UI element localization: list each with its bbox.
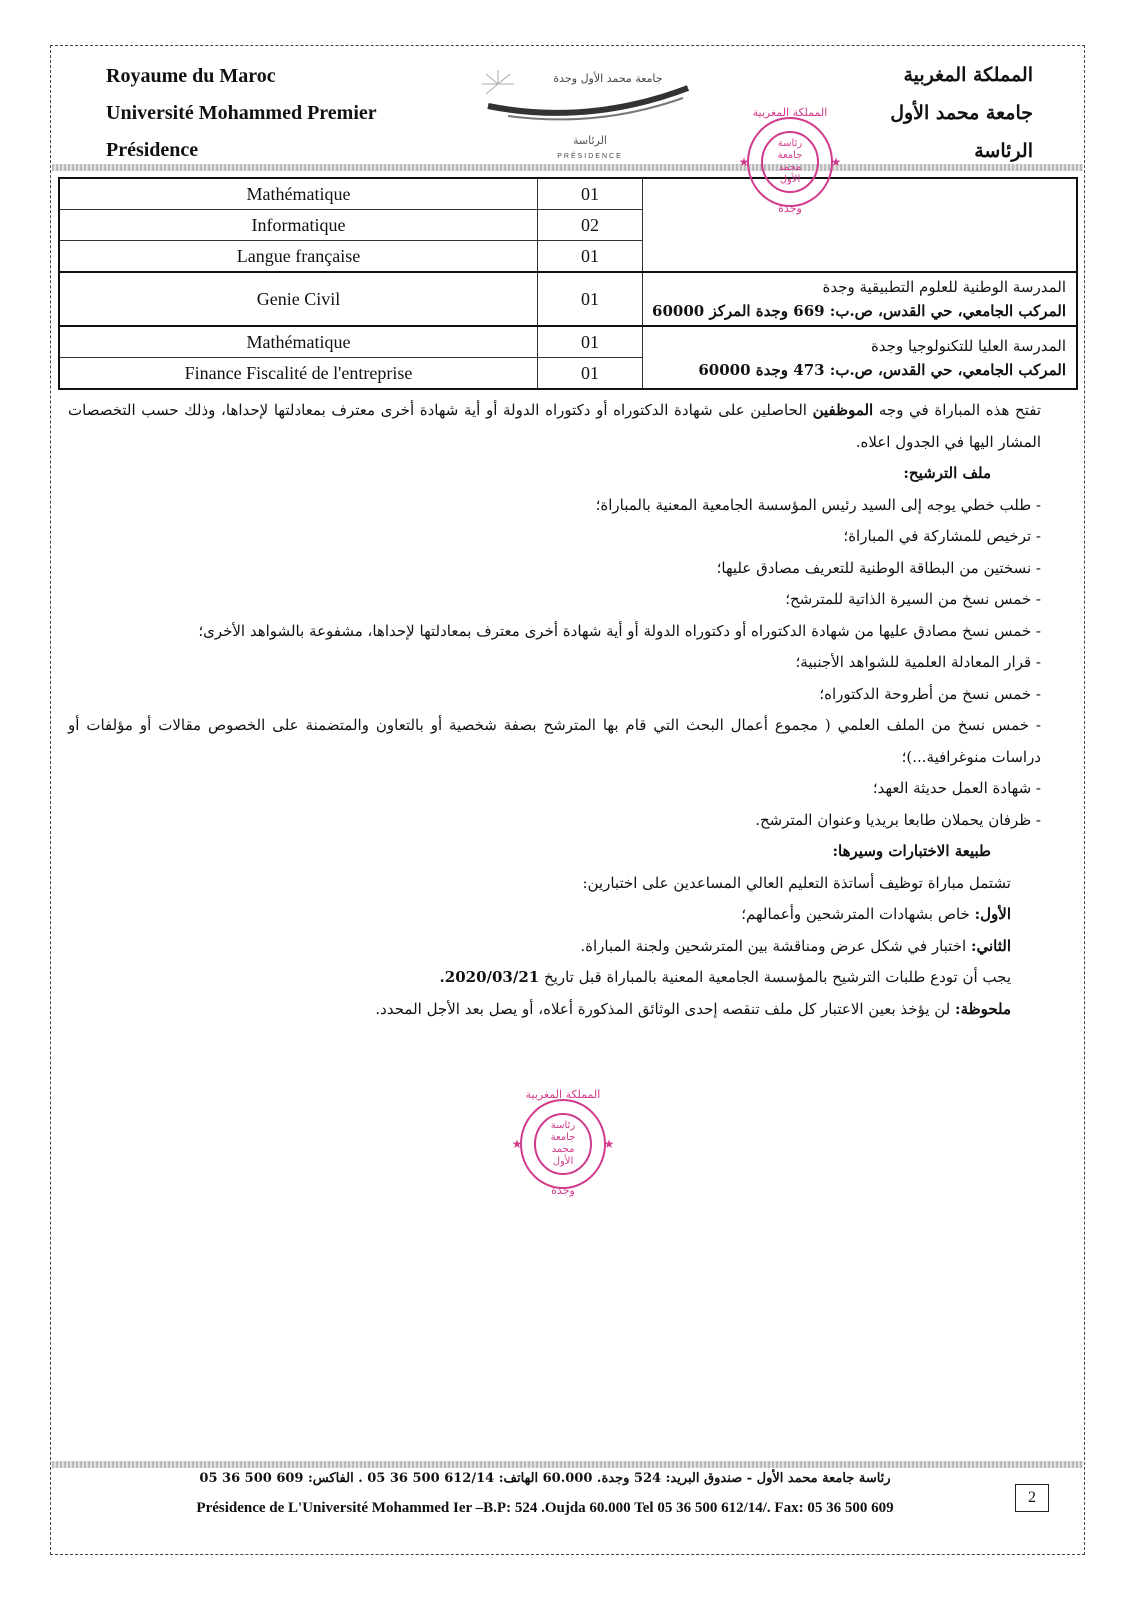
university-ar: جامعة محمد الأول xyxy=(890,102,1033,124)
specialty-cell: Finance Fiscalité de l'entreprise xyxy=(59,358,538,390)
institution-name: المدرسة الوطنية للعلوم التطبيقية وجدة xyxy=(822,278,1066,296)
svg-text:جامعة: جامعة xyxy=(777,150,803,161)
posts-cell: 02 xyxy=(538,210,643,241)
institution-address: المركب الجامعي، حي القدس، ص.ب: 669 وجدة المركز 60000 xyxy=(652,302,1066,320)
footer-arabic: رئاسة جامعة محمد الأول - صندوق البريد: 524 وجدة. 60.000 الهاتف: 612/14 500 36 05 . الفاكس: 609 500 36 05 xyxy=(199,1471,891,1486)
kingdom-fr: Royaume du Maroc xyxy=(106,65,276,87)
svg-text:جامعة: جامعة xyxy=(550,1132,576,1143)
tests-title: طبيعة الاختبارات وسيرها: xyxy=(832,842,991,860)
deadline: يجب أن تودع طلبات الترشيح بالمؤسسة الجامعية المعنية بالمباراة قبل تاريخ 2020/03/21. xyxy=(439,968,1011,986)
svg-text:محمد: محمد xyxy=(778,162,802,173)
svg-text:وجدة: وجدة xyxy=(551,1184,575,1197)
posts-cell: 01 xyxy=(538,358,643,390)
posts-cell: 01 xyxy=(538,326,643,358)
file-title: ملف الترشيح: xyxy=(903,464,991,482)
institution-cell xyxy=(643,326,1078,389)
posts-cell: 01 xyxy=(538,272,643,326)
specialty-cell: Langue française xyxy=(59,241,538,273)
logo-arabic-name: جامعة محمد الأول وجدة xyxy=(553,72,663,85)
body-text xyxy=(68,395,1041,1025)
presidency-fr: Présidence xyxy=(106,139,199,161)
svg-text:رئاسة: رئاسة xyxy=(777,138,803,149)
institution-address: المركب الجامعي، حي القدس، ص.ب: 473 وجدة 60000 xyxy=(698,360,1066,379)
test-second: الثاني: اختبار في شكل عرض ومناقشة بين المترشحين ولجنة المباراة. xyxy=(580,936,1011,955)
table-row xyxy=(59,326,1077,358)
note: ملحوظة: لن يؤخذ بعين الاعتبار كل ملف تنقصه إحدى الوثائق المذكورة أعلاه، أو يصل بعد الأجل المحدد. xyxy=(375,999,1011,1018)
svg-text:المملكة المغربية: المملكة المغربية xyxy=(752,106,828,119)
posts-cell: 01 xyxy=(538,241,643,273)
header-separator xyxy=(52,164,1083,171)
svg-text:وجدة: وجدة xyxy=(778,202,802,215)
page-number: 2 xyxy=(1015,1484,1049,1512)
test-first: الأول: خاص بشهادات المترشحين وأعمالهم؛ xyxy=(741,905,1011,923)
list-item: - طلب خطي يوجه إلى السيد رئيس المؤسسة الجامعية المعنية بالمباراة؛ xyxy=(595,495,1041,514)
list-item: - ظرفان يحملان طابعا بريديا وعنوان المترشح. xyxy=(755,810,1041,829)
svg-text:الأول: الأول xyxy=(552,1156,574,1167)
kingdom-ar: المملكة المغربية xyxy=(903,64,1033,86)
official-stamp-bottom xyxy=(500,1082,630,1207)
logo-french-sub: PRÉSIDENCE xyxy=(557,153,623,160)
specialty-cell: Informatique xyxy=(59,210,538,241)
intro-paragraph: تفتح هذه المباراة في وجه الموظفين الحاصلين على شهادة الدكتوراه أو دكتوراه الدولة أو أية شهادة أخرى معترف بمعادلتها لإحداها، وذلك حسب التخصصات المشار اليها في الجدول اعلاه. xyxy=(68,401,1041,451)
svg-text:★: ★ xyxy=(738,155,750,169)
list-item: - ترخيص للمشاركة في المباراة؛ xyxy=(843,527,1041,545)
official-stamp-top xyxy=(720,96,860,226)
svg-text:المملكة المغربية: المملكة المغربية xyxy=(525,1088,601,1101)
list-item: - خمس نسخ من الملف العلمي ( مجموع أعمال البحث التي قام بها المترشح بصفة شخصية أو بالتعاون والمتضمنة على الخصوص مقالات أو مؤلفات أو دراسات منوغرافية...)؛ xyxy=(68,716,1041,766)
list-item: - شهادة العمل حديثة العهد؛ xyxy=(872,779,1041,797)
university-fr: Université Mohammed Premier xyxy=(106,102,377,124)
list-item: - نسختين من البطاقة الوطنية للتعريف مصادق عليها؛ xyxy=(716,558,1041,577)
file-list xyxy=(68,490,1041,837)
header-arabic xyxy=(890,56,1033,170)
list-item: - قرار المعادلة العلمية للشواهد الأجنبية؛ xyxy=(795,653,1041,671)
svg-text:★: ★ xyxy=(603,1137,615,1151)
presidency-ar: الرئاسة xyxy=(974,140,1033,162)
table-row xyxy=(59,178,1077,210)
table-row xyxy=(59,272,1077,326)
svg-text:محمد: محمد xyxy=(551,1144,575,1155)
institution-cell xyxy=(643,272,1078,326)
specialty-cell: Mathématique xyxy=(59,326,538,358)
university-logo xyxy=(478,66,700,166)
list-item: - خمس نسخ مصادق عليها من شهادة الدكتوراه أو دكتوراه الدولة أو أية شهادة أخرى معترف بمعادلتها لإحداها، مشفوعة بالشواهد الأخرى؛ xyxy=(198,621,1041,640)
posts-cell: 01 xyxy=(538,178,643,210)
svg-text:★: ★ xyxy=(830,155,842,169)
positions-table xyxy=(58,177,1078,390)
list-item: - خمس نسخ من أطروحة الدكتوراه؛ xyxy=(819,684,1041,703)
list-item: - خمس نسخ من السيرة الذاتية للمترشح؛ xyxy=(785,590,1041,608)
svg-text:رئاسة: رئاسة xyxy=(550,1120,576,1131)
specialty-cell: Mathématique xyxy=(59,178,538,210)
svg-text:الأول: الأول xyxy=(779,174,801,185)
tests-intro: تشتمل مباراة توظيف أساتذة التعليم العالي المساعدين على اختبارين: xyxy=(582,873,1011,892)
footer-french: Présidence de L'Université Mohammed Ier –B.P: 524 .Oujda 60.000 Tel 05 36 500 612/14/. Fax: 05 36 500 609 xyxy=(196,1500,894,1516)
institution-name: المدرسة العليا للتكنولوجيا وجدة xyxy=(870,336,1066,355)
specialty-cell: Genie Civil xyxy=(59,272,538,326)
logo-arabic-sub: الرئاسة xyxy=(572,134,608,147)
header-french xyxy=(106,58,377,169)
footer-separator xyxy=(52,1461,1083,1468)
svg-text:★: ★ xyxy=(511,1137,523,1151)
